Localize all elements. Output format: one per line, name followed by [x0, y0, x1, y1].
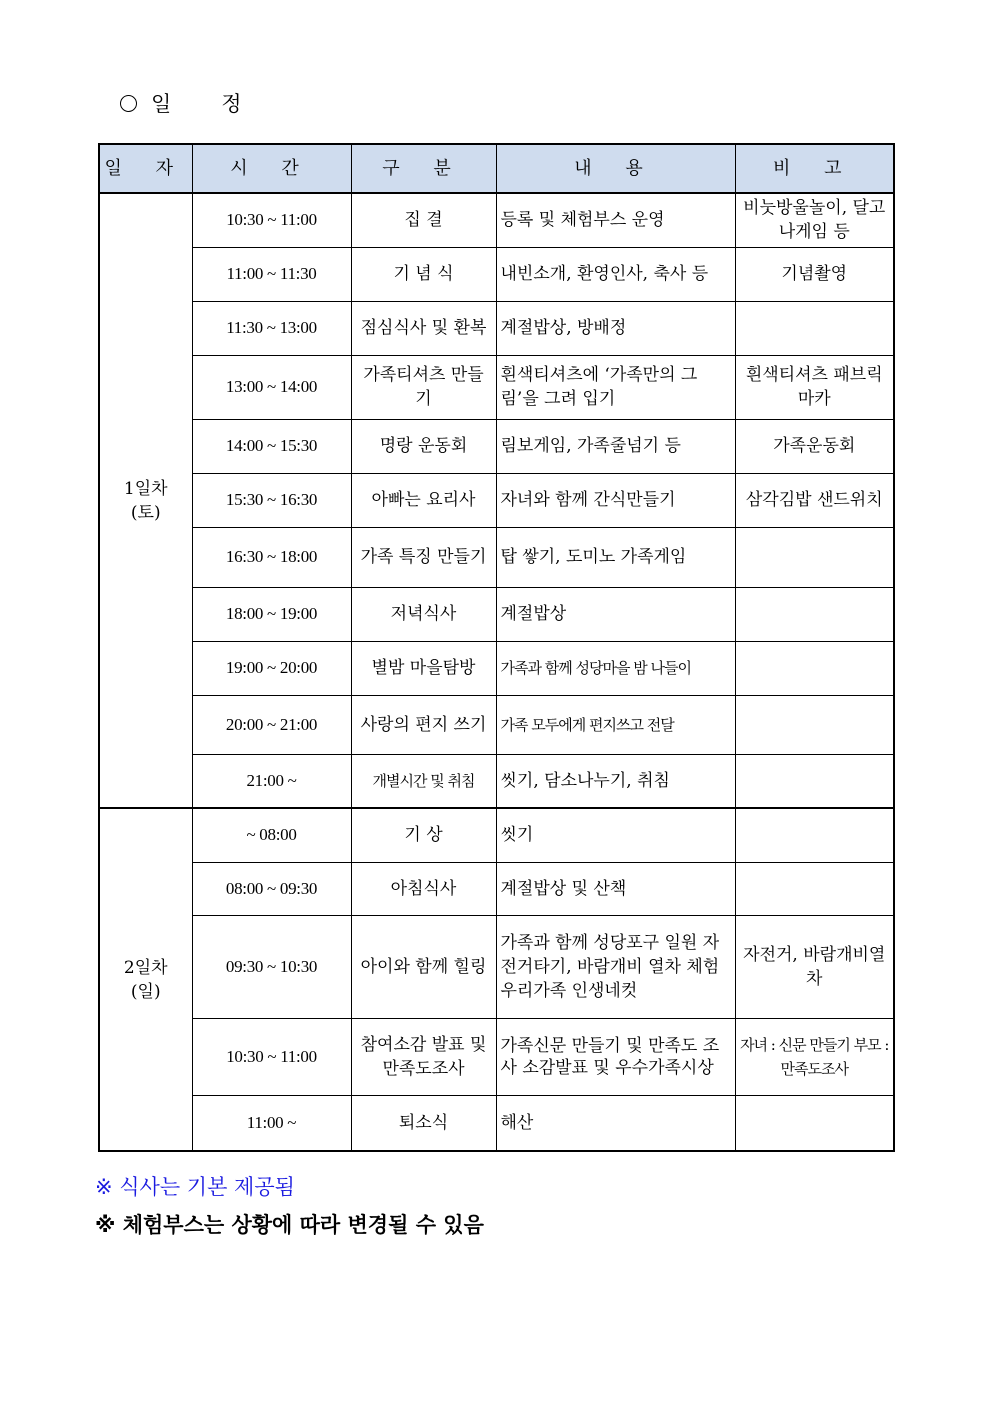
content-cell: 계절밥상, 방배정 — [496, 301, 735, 355]
content-cell: 림보게임, 가족줄넘기 등 — [496, 419, 735, 473]
content-cell: 가족신문 만들기 및 만족도 조사 소감발표 및 우수가족시상 — [496, 1018, 735, 1095]
section-title-part2: 정 — [221, 92, 244, 116]
time-cell: 20:00 ~ 21:00 — [192, 695, 351, 754]
time-cell: 11:00 ~ 11:30 — [192, 247, 351, 301]
content-cell: 계절밥상 및 산책 — [496, 862, 735, 915]
notes-section — [95, 1168, 484, 1244]
note-cell — [735, 301, 894, 355]
note-cell — [735, 695, 894, 754]
table-row — [99, 247, 894, 301]
note-cell — [735, 808, 894, 862]
category-cell: 사랑의 편지 쓰기 — [351, 695, 496, 754]
table-row — [99, 419, 894, 473]
time-cell: 09:30 ~ 10:30 — [192, 915, 351, 1018]
category-cell: 기 념 식 — [351, 247, 496, 301]
table-row — [99, 355, 894, 419]
category-cell: 아이와 함께 힐링 — [351, 915, 496, 1018]
table-row — [99, 1095, 894, 1151]
note-booths: ※ 체험부스는 상황에 따라 변경될 수 있음 — [95, 1213, 484, 1237]
day-label: 2일차 — [123, 957, 168, 978]
content-cell: 탑 쌓기, 도미노 가족게임 — [496, 527, 735, 587]
table-row — [99, 527, 894, 587]
note-cell: 흰색티셔츠 패브릭마카 — [735, 355, 894, 419]
note-cell: 삼각김밥 샌드위치 — [735, 473, 894, 527]
day-cell-2 — [99, 808, 192, 1151]
note-cell: 자녀 : 신문 만들기 부모 : 만족도조사 — [735, 1018, 894, 1095]
time-cell: 13:00 ~ 14:00 — [192, 355, 351, 419]
category-cell: 퇴소식 — [351, 1095, 496, 1151]
table-row — [99, 695, 894, 754]
content-cell: 등록 및 체험부스 운영 — [496, 193, 735, 247]
table-row — [99, 587, 894, 641]
category-cell: 기 상 — [351, 808, 496, 862]
category-cell: 개별시간 및 취침 — [351, 754, 496, 808]
category-cell: 아침식사 — [351, 862, 496, 915]
time-cell: 16:30 ~ 18:00 — [192, 527, 351, 587]
table-row — [99, 641, 894, 695]
note-cell — [735, 862, 894, 915]
category-cell: 명랑 운동회 — [351, 419, 496, 473]
header-time: 시 간 — [192, 144, 351, 193]
header-content: 내 용 — [496, 144, 735, 193]
note-cell — [735, 641, 894, 695]
table-row — [99, 473, 894, 527]
table-row — [99, 754, 894, 808]
header-day: 일 자 — [99, 144, 192, 193]
content-cell: 해산 — [496, 1095, 735, 1151]
table-row — [99, 193, 894, 247]
note-cell: 자전거, 바람개비열차 — [735, 915, 894, 1018]
time-cell: 10:30 ~ 11:00 — [192, 193, 351, 247]
time-cell: 08:00 ~ 09:30 — [192, 862, 351, 915]
header-note: 비 고 — [735, 144, 894, 193]
day-label: 1일차 — [123, 478, 168, 499]
note-cell: 기념촬영 — [735, 247, 894, 301]
time-cell: 10:30 ~ 11:00 — [192, 1018, 351, 1095]
content-cell: 씻기 — [496, 808, 735, 862]
category-cell: 참여소감 발표 및 만족도조사 — [351, 1018, 496, 1095]
category-cell: 아빠는 요리사 — [351, 473, 496, 527]
header-category: 구 분 — [351, 144, 496, 193]
day-weekday: (토) — [130, 502, 161, 523]
schedule-table — [98, 143, 895, 1152]
category-cell: 별밤 마을탐방 — [351, 641, 496, 695]
table-row — [99, 915, 894, 1018]
category-cell: 가족 특징 만들기 — [351, 527, 496, 587]
content-cell: 자녀와 함께 간식만들기 — [496, 473, 735, 527]
time-cell: 14:00 ~ 15:30 — [192, 419, 351, 473]
time-cell: 11:00 ~ — [192, 1095, 351, 1151]
category-cell: 가족티셔츠 만들기 — [351, 355, 496, 419]
circle-bullet-icon — [120, 95, 137, 112]
time-cell: 19:00 ~ 20:00 — [192, 641, 351, 695]
note-cell — [735, 1095, 894, 1151]
time-cell: 15:30 ~ 16:30 — [192, 473, 351, 527]
content-cell: 흰색티셔츠에 ‘가족만의 그림’을 그려 입기 — [496, 355, 735, 419]
table-header-row — [99, 144, 894, 193]
note-cell — [735, 527, 894, 587]
content-cell: 가족과 함께 성당마을 밤 나들이 — [496, 641, 735, 695]
note-cell: 가족운동회 — [735, 419, 894, 473]
time-cell: ~ 08:00 — [192, 808, 351, 862]
content-cell: 계절밥상 — [496, 587, 735, 641]
table-row — [99, 1018, 894, 1095]
category-cell: 저녁식사 — [351, 587, 496, 641]
content-cell: 내빈소개, 환영인사, 축사 등 — [496, 247, 735, 301]
note-cell — [735, 587, 894, 641]
content-cell: 씻기, 담소나누기, 취침 — [496, 754, 735, 808]
section-title — [120, 88, 244, 118]
time-cell: 18:00 ~ 19:00 — [192, 587, 351, 641]
table-row — [99, 862, 894, 915]
category-cell: 집 결 — [351, 193, 496, 247]
content-cell: 가족 모두에게 편지쓰고 전달 — [496, 695, 735, 754]
note-meals: ※ 식사는 기본 제공됨 — [95, 1175, 295, 1199]
note-cell: 비눗방울놀이, 달고나게임 등 — [735, 193, 894, 247]
category-cell: 점심식사 및 환복 — [351, 301, 496, 355]
section-title-part1: 일 — [151, 92, 174, 116]
time-cell: 11:30 ~ 13:00 — [192, 301, 351, 355]
note-cell — [735, 754, 894, 808]
table-row — [99, 808, 894, 862]
content-cell: 가족과 함께 성당포구 일원 자전거타기, 바람개비 열차 체험 우리가족 인생네컷 — [496, 915, 735, 1018]
day-cell-1 — [99, 193, 192, 808]
table-row — [99, 301, 894, 355]
day-weekday: (일) — [130, 981, 161, 1002]
time-cell: 21:00 ~ — [192, 754, 351, 808]
